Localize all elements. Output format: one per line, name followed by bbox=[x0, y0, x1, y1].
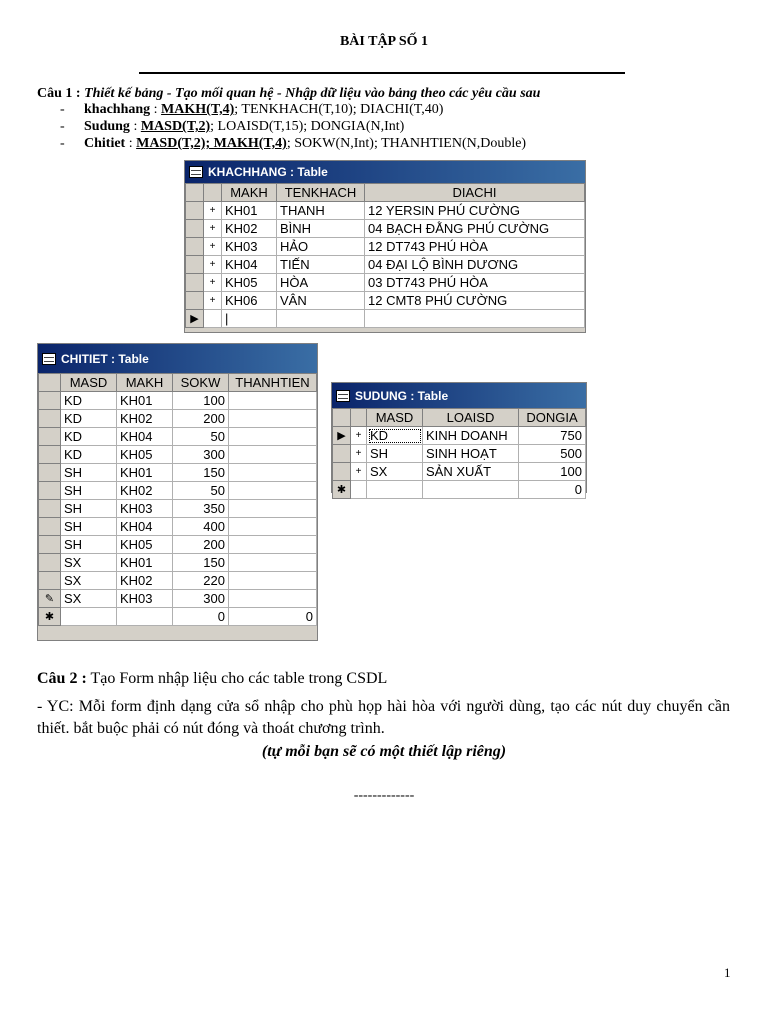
pencil-icon[interactable]: ✎ bbox=[39, 590, 61, 608]
cell[interactable]: KD bbox=[61, 410, 117, 428]
expand-column-header bbox=[204, 184, 222, 202]
cell[interactable]: SX bbox=[61, 572, 117, 590]
cell[interactable]: 04 ĐẠI LỘ BÌNH DƯƠNG bbox=[365, 256, 585, 274]
bullet-dash: - bbox=[60, 136, 65, 151]
corner-cell bbox=[39, 374, 61, 392]
expand-icon[interactable]: + bbox=[204, 292, 222, 310]
cell[interactable]: 100 bbox=[519, 463, 586, 481]
table-row[interactable] bbox=[39, 464, 317, 482]
cell[interactable] bbox=[277, 310, 365, 328]
table-row[interactable] bbox=[333, 463, 586, 481]
question-2-label: Câu 2 : bbox=[37, 670, 87, 687]
bullet-khachhang bbox=[60, 102, 443, 118]
cell[interactable]: KH05 bbox=[117, 536, 173, 554]
table-row[interactable] bbox=[186, 238, 585, 256]
row-selector[interactable] bbox=[39, 536, 61, 554]
table-row[interactable] bbox=[333, 445, 586, 463]
cell[interactable] bbox=[229, 590, 317, 608]
bullet-sudung bbox=[60, 119, 404, 135]
table-row[interactable] bbox=[39, 518, 317, 536]
cell[interactable] bbox=[229, 572, 317, 590]
question-1-label: Câu 1 : bbox=[37, 86, 81, 101]
cell[interactable]: KD bbox=[61, 392, 117, 410]
cell[interactable]: KH01 bbox=[117, 554, 173, 572]
note-text: (tự mỗi bạn sẽ có một thiết lập riêng) bbox=[261, 743, 507, 760]
current-row-arrow-icon[interactable]: ▶ bbox=[333, 427, 351, 445]
bullet-dash: - bbox=[60, 119, 65, 134]
cell[interactable] bbox=[204, 310, 222, 328]
new-record-row[interactable] bbox=[333, 481, 586, 499]
sudung-table-window[interactable] bbox=[331, 382, 587, 497]
cell[interactable]: KH02 bbox=[222, 220, 277, 238]
column-header[interactable]: MASD bbox=[367, 409, 423, 427]
column-header[interactable]: MAKH bbox=[222, 184, 277, 202]
cell[interactable]: SH bbox=[61, 500, 117, 518]
row-selector[interactable] bbox=[39, 554, 61, 572]
cell[interactable]: 100 bbox=[173, 392, 229, 410]
cell[interactable]: 500 bbox=[519, 445, 586, 463]
cell[interactable]: 150 bbox=[173, 464, 229, 482]
column-header[interactable]: LOAISD bbox=[423, 409, 519, 427]
cell[interactable] bbox=[367, 481, 423, 499]
cell[interactable]: TIẾN bbox=[277, 256, 365, 274]
table-icon bbox=[42, 353, 56, 365]
table-row[interactable] bbox=[333, 427, 586, 445]
row-selector[interactable] bbox=[39, 572, 61, 590]
expand-icon[interactable]: + bbox=[351, 427, 367, 445]
chitiet-grid[interactable] bbox=[38, 373, 317, 626]
table-row[interactable] bbox=[39, 536, 317, 554]
cell[interactable] bbox=[229, 464, 317, 482]
row-selector[interactable] bbox=[39, 410, 61, 428]
sudung-grid[interactable] bbox=[332, 408, 586, 499]
cell[interactable] bbox=[229, 554, 317, 572]
cell[interactable]: 150 bbox=[173, 554, 229, 572]
cell[interactable]: SX bbox=[61, 590, 117, 608]
cell[interactable]: 0 bbox=[519, 481, 586, 499]
cell[interactable] bbox=[229, 428, 317, 446]
cell[interactable]: 12 DT743 PHÚ HÒA bbox=[365, 238, 585, 256]
question-1-text: Thiết kế bảng - Tạo mối quan hệ - Nhập dữ liệu vào bảng theo các yêu cầu sau bbox=[84, 86, 541, 101]
table-name: Sudung bbox=[84, 119, 130, 134]
cell[interactable]: 200 bbox=[173, 536, 229, 554]
question-2 bbox=[37, 670, 387, 688]
cell[interactable]: KH05 bbox=[222, 274, 277, 292]
cell[interactable]: KD bbox=[61, 446, 117, 464]
cell[interactable]: 400 bbox=[173, 518, 229, 536]
cell[interactable] bbox=[117, 608, 173, 626]
new-record-row[interactable] bbox=[39, 608, 317, 626]
row-selector[interactable] bbox=[39, 518, 61, 536]
row-selector[interactable] bbox=[39, 464, 61, 482]
table-row[interactable] bbox=[39, 572, 317, 590]
table-row[interactable] bbox=[39, 410, 317, 428]
bullet-chitiet bbox=[60, 136, 526, 152]
chitiet-table-window[interactable] bbox=[37, 343, 318, 641]
separator: : bbox=[150, 102, 162, 117]
cell[interactable]: KH01 bbox=[222, 202, 277, 220]
end-separator: ------------- bbox=[353, 788, 415, 803]
cell[interactable]: 350 bbox=[173, 500, 229, 518]
cell[interactable] bbox=[229, 392, 317, 410]
cell[interactable] bbox=[351, 481, 367, 499]
table-icon bbox=[189, 166, 203, 178]
cell[interactable]: KH04 bbox=[117, 428, 173, 446]
column-header[interactable]: SOKW bbox=[173, 374, 229, 392]
current-row-arrow-icon[interactable]: ▶ bbox=[186, 310, 204, 328]
table-row[interactable] bbox=[39, 392, 317, 410]
cell[interactable]: 220 bbox=[173, 572, 229, 590]
cell[interactable] bbox=[229, 518, 317, 536]
cell[interactable] bbox=[365, 310, 585, 328]
corner-cell bbox=[333, 409, 351, 427]
expand-icon[interactable]: + bbox=[204, 238, 222, 256]
primary-key: MASD(T,2) bbox=[140, 119, 211, 134]
cell[interactable] bbox=[229, 500, 317, 518]
cell[interactable]: BÌNH bbox=[277, 220, 365, 238]
row-selector[interactable] bbox=[186, 256, 204, 274]
cell[interactable] bbox=[229, 446, 317, 464]
new-record-row[interactable] bbox=[186, 310, 585, 328]
row-selector[interactable] bbox=[39, 428, 61, 446]
cell[interactable]: 0 bbox=[173, 608, 229, 626]
cell[interactable]: 200 bbox=[173, 410, 229, 428]
table-row[interactable] bbox=[39, 500, 317, 518]
bullet-dash: - bbox=[60, 102, 65, 117]
cell[interactable] bbox=[423, 481, 519, 499]
cell[interactable]: SH bbox=[61, 536, 117, 554]
row-selector[interactable] bbox=[39, 500, 61, 518]
khachhang-table-window[interactable] bbox=[184, 160, 586, 333]
cell[interactable]: THANH bbox=[277, 202, 365, 220]
cell[interactable]: SX bbox=[367, 463, 423, 481]
cell[interactable] bbox=[61, 608, 117, 626]
cell[interactable]: | bbox=[222, 310, 277, 328]
cell[interactable]: 50 bbox=[173, 482, 229, 500]
separator: : bbox=[129, 119, 141, 134]
expand-icon[interactable]: + bbox=[351, 463, 367, 481]
cell[interactable]: KH01 bbox=[117, 464, 173, 482]
column-header[interactable]: MASD bbox=[61, 374, 117, 392]
cell[interactable]: VÂN bbox=[277, 292, 365, 310]
window-title: CHITIET : Table bbox=[61, 351, 149, 366]
cell[interactable]: KH03 bbox=[117, 590, 173, 608]
table-name: khachhang bbox=[84, 102, 151, 117]
row-selector[interactable] bbox=[39, 482, 61, 500]
cell[interactable]: 300 bbox=[173, 590, 229, 608]
cell[interactable]: 750 bbox=[519, 427, 586, 445]
row-selector[interactable] bbox=[186, 220, 204, 238]
cell[interactable] bbox=[229, 482, 317, 500]
page-number: 1 bbox=[724, 965, 731, 980]
cell[interactable]: SX bbox=[61, 554, 117, 572]
cell[interactable]: HÒA bbox=[277, 274, 365, 292]
cell[interactable]: KH01 bbox=[117, 392, 173, 410]
cell[interactable]: 04 BẠCH ĐẰNG PHÚ CƯỜNG bbox=[365, 220, 585, 238]
title-divider bbox=[139, 72, 625, 74]
window-title: SUDUNG : Table bbox=[355, 388, 449, 403]
cell[interactable]: SH bbox=[367, 445, 423, 463]
table-icon bbox=[336, 390, 350, 402]
cell[interactable]: SH bbox=[61, 464, 117, 482]
cell[interactable]: 50 bbox=[173, 428, 229, 446]
column-header[interactable]: DIACHI bbox=[365, 184, 585, 202]
field-list: ; LOAISD(T,15); DONGIA(N,Int) bbox=[210, 119, 405, 134]
question-1 bbox=[37, 86, 540, 102]
table-row[interactable] bbox=[186, 292, 585, 310]
column-header[interactable]: THANHTIEN bbox=[229, 374, 317, 392]
window-titlebar[interactable] bbox=[332, 383, 586, 408]
table-row[interactable] bbox=[39, 428, 317, 446]
question-2-text: Tạo Form nhập liệu cho các table trong CSDL bbox=[86, 670, 388, 687]
cell[interactable]: KH03 bbox=[117, 500, 173, 518]
table-row[interactable] bbox=[39, 446, 317, 464]
cell[interactable]: KH03 bbox=[222, 238, 277, 256]
column-header[interactable]: MAKH bbox=[117, 374, 173, 392]
column-header[interactable]: DONGIA bbox=[519, 409, 586, 427]
row-selector[interactable] bbox=[39, 392, 61, 410]
expand-icon[interactable]: + bbox=[204, 256, 222, 274]
window-titlebar[interactable] bbox=[38, 344, 317, 373]
document-title: BÀI TẬP SỐ 1 bbox=[339, 34, 429, 49]
cell[interactable]: 12 YERSIN PHÚ CƯỜNG bbox=[365, 202, 585, 220]
cell[interactable]: KD bbox=[367, 427, 423, 445]
row-selector[interactable] bbox=[333, 463, 351, 481]
field-list: ; SOKW(N,Int); THANHTIEN(N,Double) bbox=[286, 136, 527, 151]
cell[interactable]: KH02 bbox=[117, 410, 173, 428]
table-row[interactable] bbox=[39, 482, 317, 500]
expand-column-header bbox=[351, 409, 367, 427]
separator: : bbox=[125, 136, 137, 151]
table-row[interactable] bbox=[186, 220, 585, 238]
primary-key: MAKH(T,4) bbox=[161, 102, 235, 117]
table-row[interactable] bbox=[39, 554, 317, 572]
field-list: ; TENKHACH(T,10); DIACHI(T,40) bbox=[234, 102, 444, 117]
row-selector[interactable] bbox=[186, 202, 204, 220]
row-selector[interactable] bbox=[186, 274, 204, 292]
cell[interactable]: SH bbox=[61, 482, 117, 500]
expand-icon[interactable]: + bbox=[204, 274, 222, 292]
cell[interactable]: HẢO bbox=[277, 238, 365, 256]
cell[interactable]: KH02 bbox=[117, 482, 173, 500]
cell[interactable]: SẢN XUẤT bbox=[423, 463, 519, 481]
cell[interactable]: 03 DT743 PHÚ HÒA bbox=[365, 274, 585, 292]
corner-cell bbox=[186, 184, 204, 202]
table-row[interactable] bbox=[186, 202, 585, 220]
requirement-text: - YC: Mỗi form định dạng cửa sổ nhập cho phù họp hài hòa với người dùng, tạo các nút duy chuyển cần thiết. bắt buộc phải có nút đóng và thoát chương trình. bbox=[37, 698, 730, 737]
cell[interactable] bbox=[229, 410, 317, 428]
table-row[interactable] bbox=[186, 274, 585, 292]
expand-icon[interactable]: + bbox=[204, 220, 222, 238]
cell[interactable]: 0 bbox=[229, 608, 317, 626]
cell[interactable]: KD bbox=[61, 428, 117, 446]
expand-icon[interactable]: + bbox=[351, 445, 367, 463]
row-selector[interactable] bbox=[333, 445, 351, 463]
window-title: KHACHHANG : Table bbox=[208, 165, 328, 179]
table-name: Chitiet bbox=[84, 136, 126, 151]
table-row[interactable] bbox=[186, 256, 585, 274]
cell[interactable]: KH05 bbox=[117, 446, 173, 464]
new-record-icon[interactable]: ✱ bbox=[39, 608, 61, 626]
row-selector[interactable] bbox=[186, 238, 204, 256]
khachhang-grid[interactable] bbox=[185, 183, 585, 328]
row-selector[interactable] bbox=[186, 292, 204, 310]
cell[interactable] bbox=[229, 536, 317, 554]
expand-icon[interactable]: + bbox=[204, 202, 222, 220]
cell[interactable]: SINH HOẠT bbox=[423, 445, 519, 463]
column-header[interactable]: TENKHACH bbox=[277, 184, 365, 202]
cell[interactable]: 300 bbox=[173, 446, 229, 464]
cell[interactable]: KH02 bbox=[117, 572, 173, 590]
cell[interactable]: KH06 bbox=[222, 292, 277, 310]
new-record-icon[interactable]: ✱ bbox=[333, 481, 351, 499]
cell[interactable]: SH bbox=[61, 518, 117, 536]
cell[interactable]: KH04 bbox=[222, 256, 277, 274]
table-row[interactable] bbox=[39, 590, 317, 608]
primary-key: MASD(T,2); MAKH(T,4) bbox=[136, 136, 287, 151]
window-titlebar[interactable] bbox=[185, 161, 585, 183]
row-selector[interactable] bbox=[39, 446, 61, 464]
cell[interactable]: KH04 bbox=[117, 518, 173, 536]
cell[interactable]: 12 CMT8 PHÚ CƯỜNG bbox=[365, 292, 585, 310]
cell[interactable]: KINH DOANH bbox=[423, 427, 519, 445]
